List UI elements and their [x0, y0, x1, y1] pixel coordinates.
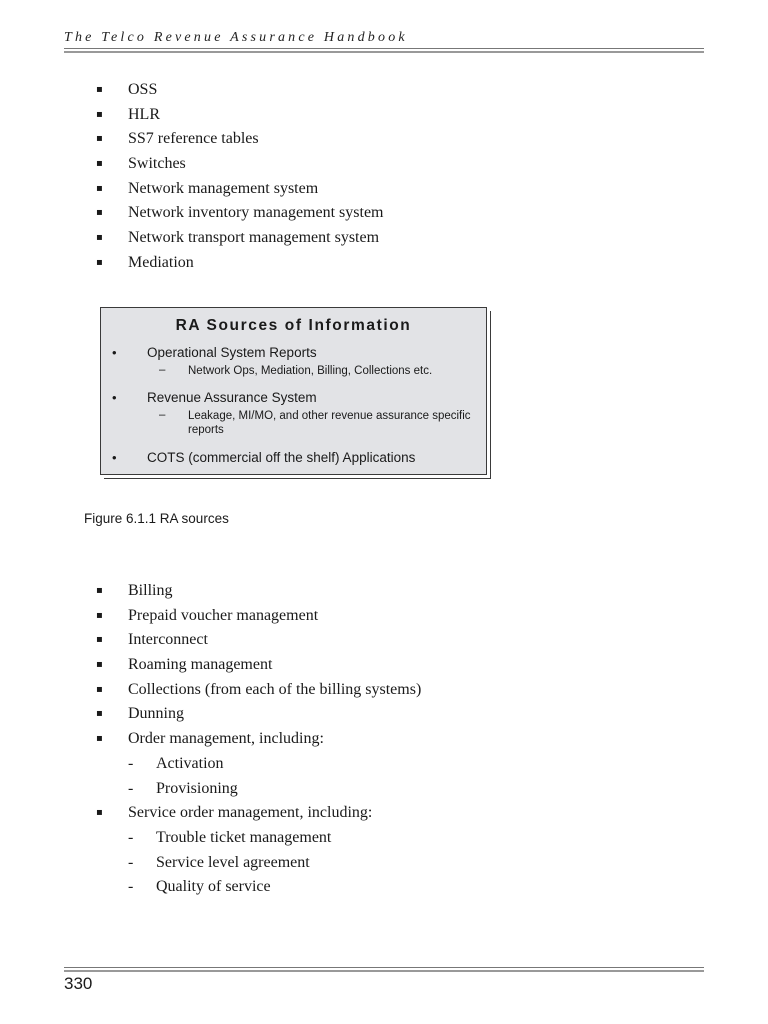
header-rule-thick — [64, 51, 704, 53]
sub-list-item: - Provisioning — [0, 777, 421, 802]
list-item: ▪ Network transport management system — [0, 226, 384, 251]
dash-icon: - — [128, 853, 134, 871]
list-item: ▪ Switches — [0, 152, 384, 177]
list-item: ▪ OSS — [0, 78, 384, 103]
bullet-icon: ▪ — [96, 609, 103, 621]
bullet-icon: ▪ — [96, 108, 103, 120]
bullet-icon: • — [112, 450, 117, 465]
figure-item-label: Operational System Reports — [147, 345, 317, 360]
figure-caption: Figure 6.1.1 RA sources — [84, 511, 229, 526]
bullet-icon: • — [112, 390, 117, 405]
bullet-icon: ▪ — [96, 585, 103, 596]
figure-subitem: Network Ops, Mediation, Billing, Collections etc. — [188, 365, 433, 377]
bullet-icon: ▪ — [96, 634, 103, 646]
bullet-icon: ▪ — [96, 733, 103, 745]
bullet-icon: ▪ — [96, 256, 103, 268]
dash-icon: – — [159, 364, 166, 376]
sub-list-item: - Quality of service — [0, 875, 421, 900]
list-item: ▪ SS7 reference tables — [0, 127, 384, 152]
sub-list-item: - Activation — [0, 752, 421, 777]
bullet-icon: ▪ — [96, 84, 103, 95]
list-item: ▪ Billing — [0, 579, 421, 604]
dash-icon: - — [128, 779, 134, 797]
list-item: ▪ HLR — [0, 103, 384, 128]
figure-item-label: COTS (commercial off the shelf) Applications — [147, 450, 416, 465]
bullet-icon: ▪ — [96, 182, 103, 194]
dash-icon: - — [128, 878, 134, 896]
bullet-icon: ▪ — [96, 807, 103, 819]
list-item: ▪ Network management system — [0, 177, 384, 202]
bullet-icon: ▪ — [96, 232, 103, 244]
list-item: ▪ Prepaid voucher management — [0, 604, 421, 629]
ra-sources-figure — [100, 307, 487, 475]
figure-title: RA Sources of Information — [175, 317, 412, 334]
bullet-icon: ▪ — [96, 158, 103, 170]
dash-icon: - — [128, 754, 134, 772]
dash-icon: – — [159, 409, 166, 421]
bullet-icon: ▪ — [96, 207, 103, 219]
sub-list-item: - Service level agreement — [0, 851, 421, 876]
footer-rule — [64, 967, 704, 968]
list-item: ▪ Order management, including: — [0, 727, 421, 752]
bullet-icon: ▪ — [96, 133, 103, 145]
page-number: 330 — [64, 974, 93, 993]
list-item: ▪ Dunning — [0, 702, 421, 727]
list-item: ▪ Collections (from each of the billing systems) — [0, 678, 421, 703]
list-item: ▪ Interconnect — [0, 628, 421, 653]
sub-list-item: - Trouble ticket management — [0, 826, 421, 851]
sources-list-top — [0, 78, 384, 276]
footer-rule-thick — [64, 970, 704, 972]
bullet-icon: ▪ — [96, 659, 103, 671]
list-item: ▪ Service order management, including: — [0, 801, 421, 826]
sources-list-bottom — [0, 579, 421, 900]
list-item: ▪ Mediation — [0, 251, 384, 276]
figure-item-label: Revenue Assurance System — [147, 390, 317, 405]
dash-icon: - — [128, 828, 134, 846]
running-header-title: The Telco Revenue Assurance Handbook — [64, 30, 408, 45]
bullet-icon: • — [112, 345, 117, 360]
list-item: ▪ Roaming management — [0, 653, 421, 678]
figure-subitem: Leakage, MI/MO, and other revenue assurance specific reports — [188, 410, 471, 436]
header-rule — [64, 48, 704, 49]
bullet-icon: ▪ — [96, 683, 103, 695]
list-item: ▪ Network inventory management system — [0, 201, 384, 226]
bullet-icon: ▪ — [96, 708, 103, 720]
